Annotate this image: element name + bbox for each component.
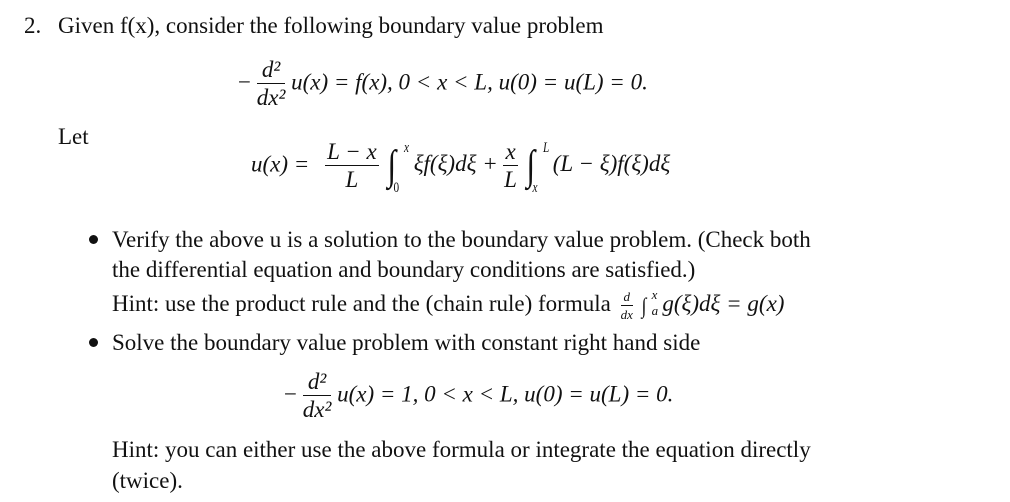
eq2-fraction-1 [325,140,379,192]
bullet2-line1: Solve the boundary value problem with constant right hand side [112,330,701,355]
bullet-dot-2 [89,338,98,347]
eq2-fraction-2 [503,140,517,192]
eq2-frac2-den: L [504,167,517,193]
hint-frac-den: dx [620,306,633,322]
eq2-int1-body: ξf(ξ)dξ + [413,151,498,177]
hint-derivative-fraction [621,290,633,321]
eq3-minus: − [284,381,297,407]
int1-lower: 0 [393,180,400,197]
eq3-derivative-fraction [303,370,332,422]
int1-upper: x [404,140,410,157]
hint-int-lower: a [651,302,659,318]
hint-frac-num: d [621,290,633,306]
eq2-frac1-den: L [345,167,359,193]
bullet-dot-1 [89,235,98,244]
eq1-minus: − [238,69,251,95]
hint-integral [641,286,659,318]
hint-int-upper: x [651,286,658,302]
eq3-frac-den: dx² [302,397,332,423]
bullet2-hint-line2: (twice). [112,468,183,493]
int2-lower: x [532,180,538,197]
eq3-frac-num: d² [303,370,332,396]
bullet1-line1: Verify the above u is a solution to the boundary value problem. (Check both [112,227,811,252]
equation-constant-rhs [284,370,673,422]
equation-solution-formula [251,139,671,197]
int2-upper: L [543,140,550,157]
let-label: Let [58,124,89,149]
hint-integral-sign: ∫ [641,292,647,318]
bullet1-hint [112,286,785,322]
eq1-derivative-fraction [257,58,286,110]
eq2-frac1-num: L − x [325,140,379,166]
integral-sign-2: ∫ L x [526,140,550,197]
equation-bvp [238,58,648,110]
integral-sign-1: ∫ x 0 [387,140,410,197]
problem-number: 2. [24,13,42,38]
bullet1-hint-prefix: Hint: use the product rule and the (chain rule) formula [112,290,611,316]
hint-rest: g(ξ)dξ = g(x) [662,290,785,316]
eq3-rhs: u(x) = 1, 0 < x < L, u(0) = u(L) = 0. [337,381,674,407]
bullet2-hint-line1: Hint: you can either use the above formula or integrate the equation directly [112,437,811,462]
eq2-lhs: u(x) = [251,151,310,177]
problem-intro: Given f(x), consider the following boundary value problem [58,13,604,38]
eq2-frac2-num: x [503,140,517,166]
eq1-frac-den: dx² [256,85,286,111]
eq2-int2-body: (L − ξ)f(ξ)dξ [552,151,671,177]
eq1-frac-num: d² [257,58,286,84]
bullet1-line2: the differential equation and boundary conditions are satisfied.) [112,257,696,282]
eq1-rhs: u(x) = f(x), 0 < x < L, u(0) = u(L) = 0. [291,69,648,95]
